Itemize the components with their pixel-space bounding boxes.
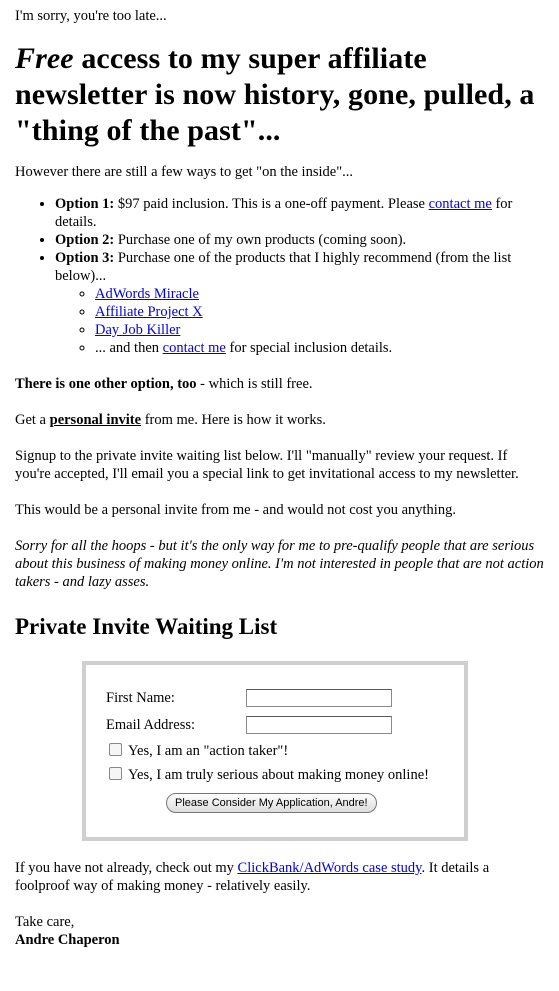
personal-invite-text	[15, 411, 544, 429]
list-item	[95, 321, 544, 339]
list-item	[95, 339, 544, 357]
action-taker-row	[106, 742, 288, 760]
option-1-text: $97 paid inclusion. This is a one-off payment. Please	[114, 196, 429, 212]
case-study-text	[15, 859, 544, 895]
option-3-label: Option 3:	[55, 250, 115, 266]
option-1-label: Option 1:	[55, 196, 115, 212]
option-2-label: Option 2:	[55, 232, 115, 248]
case-study-post: . It details a foolproof way of making money - relatively easily.	[15, 860, 490, 894]
other-option-bold: There is one other option, too	[15, 376, 197, 392]
personal-invite-bold: personal invite	[49, 412, 142, 428]
case-study-link[interactable]: ClickBank/AdWords case study	[237, 860, 422, 876]
signature-name: Andre Chaperon	[15, 932, 120, 948]
and-then-post: for special inclusion details.	[225, 340, 393, 356]
option-3	[55, 249, 544, 357]
first-name-label: First Name:	[106, 690, 175, 706]
however-text: However there are still a few ways to get "on the inside"...	[15, 164, 353, 180]
contact-me-link-2[interactable]: contact me	[162, 340, 226, 356]
signoff-text: Take care,	[15, 914, 75, 930]
form-heading: Private Invite Waiting List	[15, 614, 278, 639]
intro-text: I'm sorry, you're too late...	[15, 8, 167, 24]
action-taker-label: Yes, I am an "action taker"!	[128, 743, 289, 759]
other-option-rest: - which is still free.	[196, 376, 313, 392]
and-then-pre: ... and then	[95, 340, 163, 356]
no-cost-text: This would be a personal invite from me - and would not cost you anything.	[15, 502, 456, 518]
serious-row	[106, 766, 429, 784]
signup-text: Signup to the private invite waiting list below. I'll "manually" review your request. If you're accepted, I'll email you a special link to get invitational access to my newsletter.	[15, 448, 519, 482]
day-job-killer-link[interactable]: Day Job Killer	[95, 322, 181, 338]
list-item	[95, 303, 544, 321]
serious-label: Yes, I am truly serious about making money online!	[128, 767, 429, 783]
first-name-input[interactable]	[246, 689, 392, 707]
signature	[15, 931, 544, 949]
invite-form	[82, 661, 468, 841]
headline-italic: Free	[15, 42, 74, 75]
first-name-row	[106, 689, 246, 707]
action-taker-checkbox[interactable]	[109, 743, 122, 756]
option-1-tail: for details.	[55, 196, 513, 230]
email-row	[106, 716, 246, 734]
options-list	[15, 195, 544, 357]
adwords-miracle-link[interactable]: AdWords Miracle	[95, 286, 199, 302]
serious-checkbox[interactable]	[109, 767, 122, 780]
contact-me-link-1[interactable]: contact me	[428, 196, 492, 212]
personal-invite-post: from me. Here is how it works.	[141, 412, 326, 428]
option-2-text: Purchase one of my own products (coming soon).	[114, 232, 407, 248]
affiliate-project-x-link[interactable]: Affiliate Project X	[95, 304, 203, 320]
other-option-text	[15, 375, 544, 393]
option-3-text: Purchase one of the products that I highly recommend (from the list below)...	[55, 250, 512, 284]
page-headline	[15, 41, 544, 149]
list-item	[95, 285, 544, 303]
email-input[interactable]	[246, 716, 392, 734]
option-2	[55, 231, 544, 249]
option-1	[55, 195, 544, 231]
personal-invite-pre: Get a	[15, 412, 50, 428]
recommended-list	[55, 285, 544, 357]
headline-rest: access to my super affiliate newsletter is now history, gone, pulled, a "thing of the past"...	[15, 42, 535, 147]
sorry-text: Sorry for all the hoops - but it's the only way for me to pre-qualify people that are serious about this business of making money online. I'm not interested in people that are not action takers - and lazy asses.	[15, 538, 544, 590]
submit-application-button[interactable]: Please Consider My Application, Andre!	[166, 793, 377, 813]
case-study-pre: If you have not already, check out my	[15, 860, 238, 876]
email-label: Email Address:	[106, 717, 196, 733]
